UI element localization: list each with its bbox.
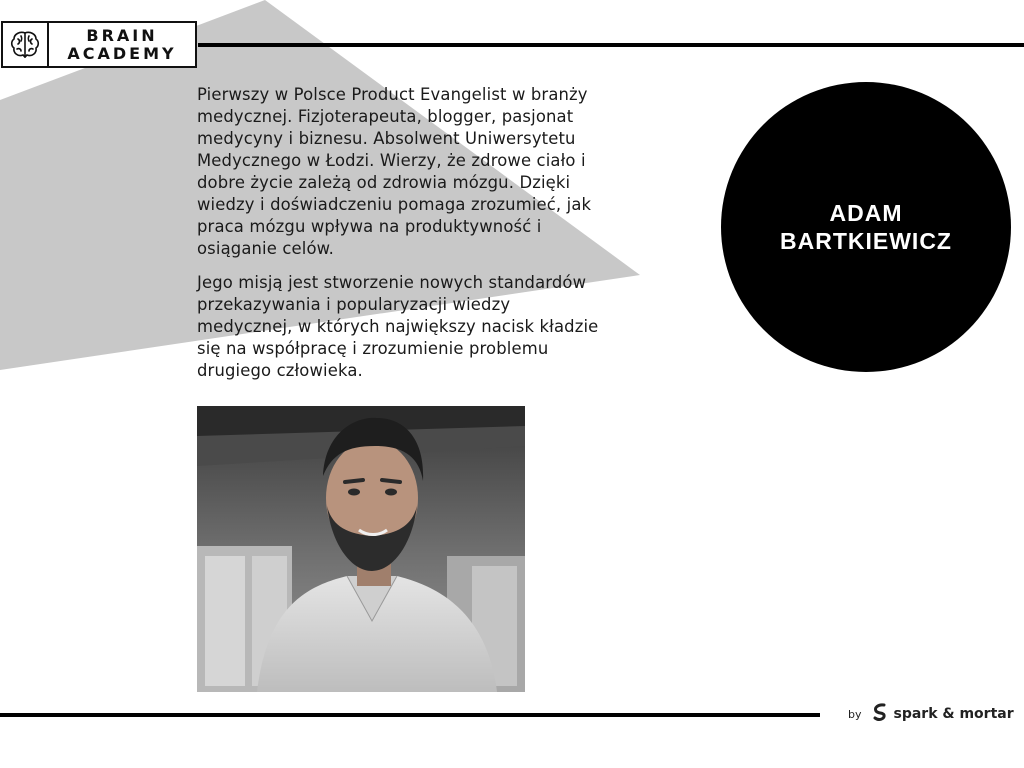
spark-logo-icon: [870, 702, 890, 726]
bio-paragraph-2: Jego misją jest stworzenie nowych standardów przekazywania i popularyzacji wiedzy medycznej, w których największy nacisk kładzie się na współpracę i zrozumienie problemu drugiego człowieka.: [197, 273, 599, 380]
speaker-photo: [197, 406, 525, 692]
speaker-bio: [197, 84, 697, 394]
brain-academy-logo: [1, 21, 197, 68]
logo-text: [49, 27, 195, 63]
bio-paragraph-1: Pierwszy w Polsce Product Evangelist w branży medycznej. Fizjoterapeuta, blogger, pasjonat medycyny i biznesu. Absolwent Uniwersytetu Medycznego w Łodzi. Wierzy, że zdrowe ciało i dobre życie zależą od zdrowia mózgu. Dzięki wiedzy i doświadczeniu pomaga zrozumieć, jak praca mózgu wpływa na produktywność i osiąganie celów.: [197, 85, 592, 258]
brain-icon: [3, 23, 49, 66]
logo-line1: BRAIN: [86, 25, 158, 45]
speaker-name: ADAM BARTKIEWICZ: [780, 200, 952, 254]
top-divider: [198, 43, 1024, 47]
credit-by: by: [848, 707, 862, 721]
sponsor-credit: [848, 702, 1014, 726]
credit-brand: spark & mortar: [893, 706, 1014, 722]
speaker-name-badge: [721, 82, 1011, 372]
bottom-divider: [0, 713, 820, 717]
logo-line2: ACADEMY: [67, 43, 177, 63]
